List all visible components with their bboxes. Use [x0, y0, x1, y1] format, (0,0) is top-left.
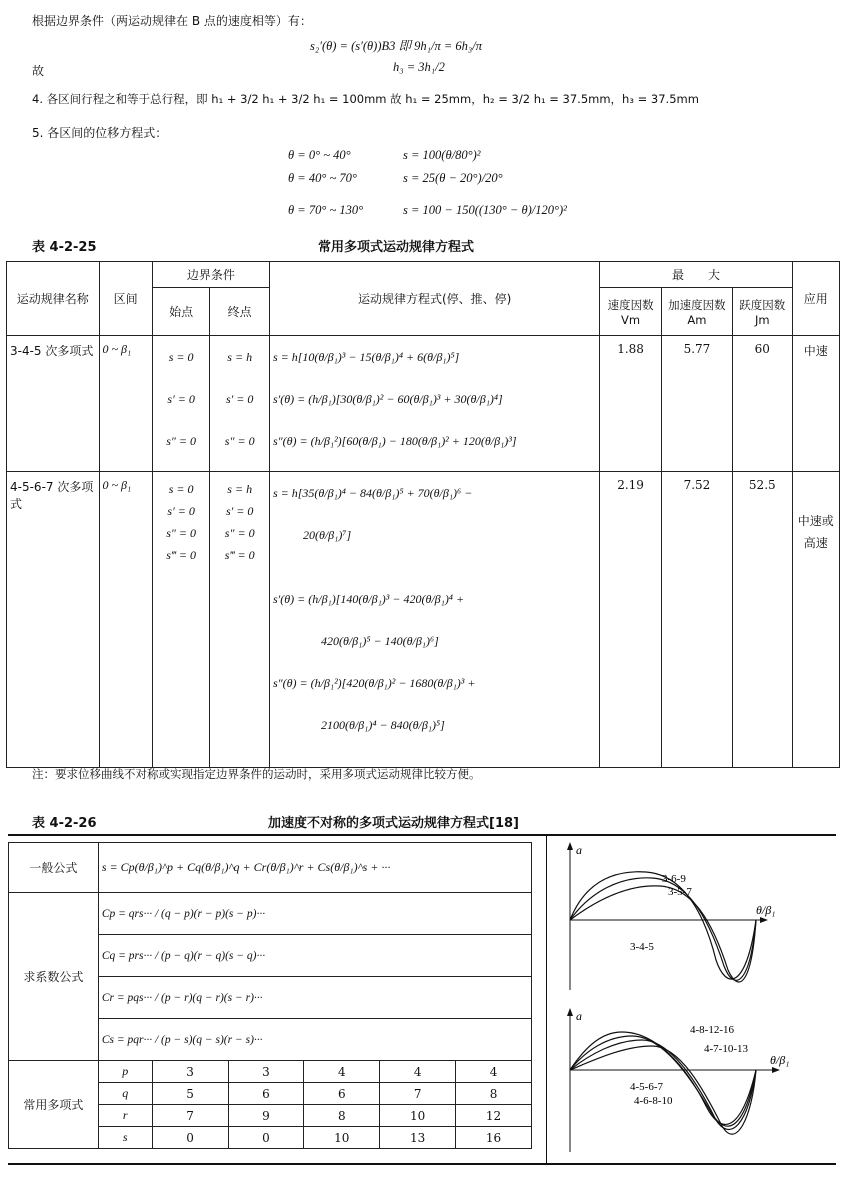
plots-divider	[546, 834, 547, 1164]
eq1-expr: s = 100(θ/80°)²	[403, 148, 481, 162]
acceleration-plot-3-series	[556, 840, 840, 1000]
grid-cell: 10	[304, 1127, 380, 1149]
grid-cell: 10	[380, 1105, 456, 1127]
intro-gu: 故	[32, 64, 45, 78]
plot1-label-369: 3-6-9	[662, 873, 686, 885]
grid-cell: 3	[228, 1061, 304, 1083]
grid-cell: 0	[228, 1127, 304, 1149]
row1-acc: 5.77	[661, 336, 732, 472]
eq3-expr: s = 100 − 150((130° − θ)/120°)²	[403, 203, 567, 217]
intro-line1: 根据边界条件（两运动规律在 B 点的速度相等）有：	[32, 14, 312, 28]
plot2-y-arrow	[567, 1008, 573, 1016]
row2-interval: 0 ~ β₁	[99, 472, 152, 768]
header-jerk: 跃度因数 Jm	[733, 288, 792, 336]
grid-cell: 13	[380, 1127, 456, 1149]
grid-key: s	[98, 1127, 152, 1149]
grid-cell: 12	[456, 1105, 532, 1127]
table2-caption-title: 加速度不对称的多项式运动规律方程式[18]	[268, 816, 519, 831]
intro-formula2: h₃ = 3h₁/2	[393, 60, 445, 74]
eq2-range: θ = 40° ~ 70°	[288, 171, 357, 185]
row2-start: s = 0 s′ = 0 s″ = 0 s‴ = 0	[152, 472, 210, 768]
grid-cell: 8	[456, 1083, 532, 1105]
plot1-y-arrow	[567, 842, 573, 850]
table1-note: 注：要求位移曲线不对称或实现指定边界条件的运动时，采用多项式运动规律比较方便。	[32, 767, 481, 781]
grid-cell: 4	[380, 1061, 456, 1083]
row2-acc: 7.52	[661, 472, 732, 768]
acceleration-plot-4-series	[556, 1006, 840, 1160]
row1-vel: 1.88	[600, 336, 661, 472]
header-max: 最 大	[600, 262, 792, 288]
grid-key: r	[98, 1105, 152, 1127]
grid-cell: 16	[456, 1127, 532, 1149]
intro-item4: 4. 各区间行程之和等于总行程，即 h₁ + 3/2 h₁ + 3/2 h₁ = 100mm 故 h₁ = 25mm，h₂ = 3/2 h₁ = 37.5mm，h₃ = 37.5mm	[32, 92, 699, 106]
grid-cell: 5	[152, 1083, 228, 1105]
header-start: 始点	[152, 288, 210, 336]
plot2-label-4567: 4-5-6-7	[630, 1081, 663, 1093]
row1-name: 3-4-5 次多项式	[7, 336, 100, 472]
table2-caption-number: 表 4-2-26	[32, 816, 97, 831]
grid-cell: 6	[304, 1083, 380, 1105]
common-label: 常用多项式	[9, 1061, 99, 1149]
plot1-label-357: 3-5-7	[668, 886, 692, 898]
plot2-x-label: θ/β₁	[770, 1053, 790, 1067]
coef-cp: Cp = qrs··· / (q − p)(r − p)(s − p)···	[98, 893, 531, 935]
table2-top-rule	[8, 834, 836, 836]
intro-item5: 5. 各区间的位移方程式：	[32, 126, 168, 140]
grid-cell: 4	[304, 1061, 380, 1083]
coef-cr: Cr = pqs··· / (p − r)(q − r)(s − r)···	[98, 977, 531, 1019]
grid-cell: 7	[152, 1105, 228, 1127]
plot1-y-label: a	[576, 843, 582, 857]
grid-cell: 3	[152, 1061, 228, 1083]
curve-3-6-9	[570, 872, 756, 979]
plot2-label-46810: 4-6-8-10	[634, 1095, 673, 1107]
header-end: 终点	[210, 288, 270, 336]
curve-4-5-6-7	[570, 1046, 756, 1134]
curve-3-4-5	[570, 886, 756, 982]
table2-bottom-rule	[8, 1163, 836, 1165]
curve-3-5-7	[570, 878, 756, 981]
row2-equations: s = h[35(θ/β₁)⁴ − 84(θ/β₁)⁵ + 70(θ/β₁)⁶ − 20(θ/β₁)⁷] s′(θ) = (h/β₁)[140(θ/β₁)³ − 420(θ/β₁)⁴ + 420(θ/β₁)⁵ − 140(θ/β₁)⁶] s″(θ) = (h/β₁²)[420(θ/β₁)² − 1680(θ/β₁)³ + 2100(θ/β₁)⁴ − 840(θ/β₁)⁵]	[269, 472, 599, 768]
table-row	[7, 472, 840, 768]
table-4-2-25	[6, 261, 840, 768]
general-formula: s = Cp(θ/β₁)^p + Cq(θ/β₁)^q + Cr(θ/β₁)^r + Cs(θ/β₁)^s + ···	[98, 843, 531, 893]
plot2-label-471013: 4-7-10-13	[704, 1043, 748, 1055]
eq1-range: θ = 0° ~ 40°	[288, 148, 351, 162]
row1-start: s = 0 s′ = 0 s″ = 0	[152, 336, 210, 472]
grid-cell: 4	[456, 1061, 532, 1083]
eq3-range: θ = 70° ~ 130°	[288, 203, 364, 217]
row1-end: s = h s′ = 0 s″ = 0	[210, 336, 270, 472]
row2-app: 中速或高速	[792, 472, 839, 768]
grid-key: q	[98, 1083, 152, 1105]
row1-interval: 0 ~ β₁	[99, 336, 152, 472]
grid-cell: 8	[304, 1105, 380, 1127]
row1-jerk: 60	[733, 336, 792, 472]
header-app: 应用	[792, 262, 839, 336]
grid-cell: 7	[380, 1083, 456, 1105]
row1-equations: s = h[10(θ/β₁)³ − 15(θ/β₁)⁴ + 6(θ/β₁)⁵] s′(θ) = (h/β₁)[30(θ/β₁)² − 60(θ/β₁)³ + 30(θ/β₁)⁴] s″(θ) = (h/β₁²)[60(θ/β₁) − 180(θ/β₁)² + 120(θ/β₁)³]	[269, 336, 599, 472]
header-acc: 加速度因数 Am	[661, 288, 732, 336]
grid-cell: 9	[228, 1105, 304, 1127]
table1-caption-title: 常用多项式运动规律方程式	[318, 240, 475, 255]
coef-cq: Cq = prs··· / (p − q)(r − q)(s − q)···	[98, 935, 531, 977]
row1-app: 中速	[792, 336, 839, 472]
eq2-expr: s = 25(θ − 20°)/20°	[403, 171, 503, 185]
coef-label: 求系数公式	[9, 893, 99, 1061]
plot1-x-arrow	[760, 917, 768, 923]
plot1-label-345: 3-4-5	[630, 941, 654, 953]
table-row	[7, 336, 840, 472]
header-name: 运动规律名称	[7, 262, 100, 336]
grid-cell: 0	[152, 1127, 228, 1149]
grid-key: p	[98, 1061, 152, 1083]
general-label: 一般公式	[9, 843, 99, 893]
intro-formula1: s₂′(θ) = (s′(θ))B3 即 9h₁/π = 6h₃/π	[310, 39, 482, 53]
plot2-label-481216: 4-8-12-16	[690, 1024, 734, 1036]
plot2-y-label: a	[576, 1009, 582, 1023]
row2-end: s = h s′ = 0 s″ = 0 s‴ = 0	[210, 472, 270, 768]
table-4-2-26	[8, 842, 532, 1149]
plot2-x-arrow	[772, 1067, 780, 1073]
plot1-x-label: θ/β₁	[756, 903, 776, 917]
header-vel: 速度因数 Vm	[600, 288, 661, 336]
row2-jerk: 52.5	[733, 472, 792, 768]
header-equation: 运动规律方程式(停、推、停)	[269, 262, 599, 336]
header-boundary: 边界条件	[152, 262, 269, 288]
row2-vel: 2.19	[600, 472, 661, 768]
header-interval: 区间	[99, 262, 152, 336]
coef-cs: Cs = pqr··· / (p − s)(q − s)(r − s)···	[98, 1019, 531, 1061]
grid-cell: 6	[228, 1083, 304, 1105]
table1-caption-number: 表 4-2-25	[32, 240, 97, 255]
row2-name: 4-5-6-7 次多项式	[7, 472, 100, 768]
